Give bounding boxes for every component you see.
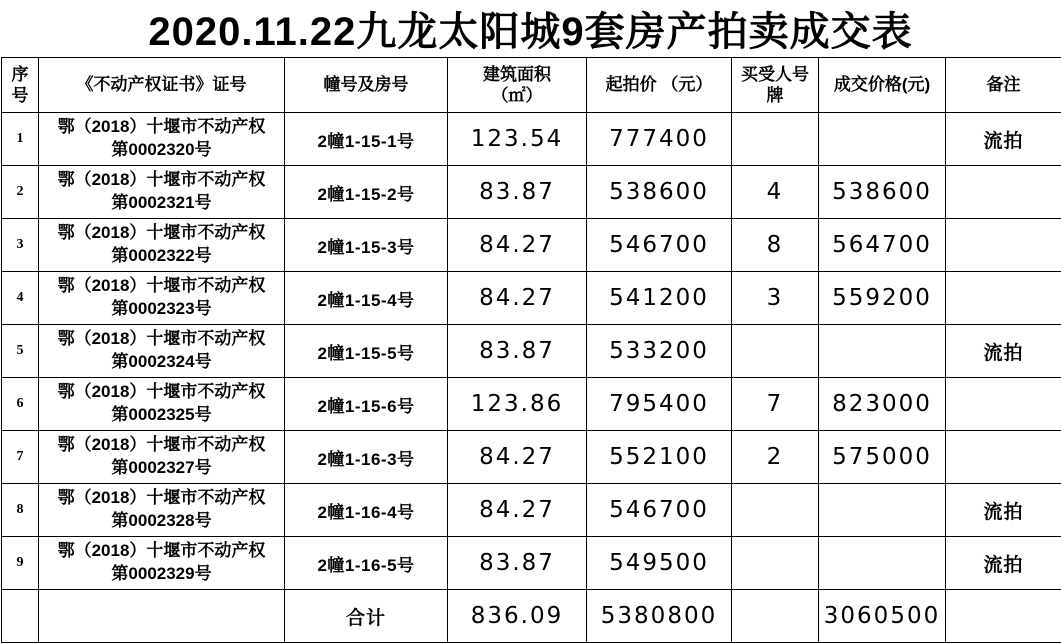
cell-buyer: 8 [732,219,819,272]
cert-line2: 第0002324号 [111,352,212,371]
cell-buyer: 2 [732,431,819,484]
table-row [2,378,1061,431]
cell-start-price: 533200 [587,325,732,378]
cell-index: 2 [2,166,39,219]
cell-unit: 2幢1-16-3号 [285,431,448,484]
cert-line2: 第0002323号 [111,299,212,318]
cell-buyer: 4 [732,166,819,219]
cell-area: 84.27 [448,219,587,272]
table-row [2,325,1061,378]
table-row [2,537,1061,590]
total-start-price: 5380800 [587,590,732,643]
cell-index: 5 [2,325,39,378]
cell-area: 123.86 [448,378,587,431]
cell-unit: 2幢1-15-3号 [285,219,448,272]
header-start-price: 起拍价 （元） [587,58,732,113]
cell-deal-price [819,325,946,378]
cell-start-price: 538600 [587,166,732,219]
total-area: 836.09 [448,590,587,643]
total-row [2,590,1061,643]
cell-cert [39,378,285,431]
cert-line1: 鄂（2018）十堰市不动产权 [57,276,266,296]
cell-cert [39,431,285,484]
table-row [2,219,1061,272]
cert-line1: 鄂（2018）十堰市不动产权 [57,170,266,190]
cell-cert [39,537,285,590]
cell-index: 4 [2,272,39,325]
cert-line2: 第0002329号 [111,564,212,583]
cell-deal-price: 559200 [819,272,946,325]
cell-cert [39,219,285,272]
table-row [2,166,1061,219]
total-buyer [732,590,819,643]
page-title: 2020.11.22九龙太阳城9套房产拍卖成交表 [148,10,913,54]
table-row [2,484,1061,537]
cell-unit: 2幢1-15-4号 [285,272,448,325]
cell-area: 83.87 [448,325,587,378]
cell-cert [39,590,285,643]
header-index-line1: 序 [11,64,29,84]
header-deal-price: 成交价格(元) [819,58,946,113]
cell-buyer [732,484,819,537]
table-header-row [2,58,1061,113]
cell-index: 1 [2,113,39,166]
cell-remark [946,166,1061,219]
cert-line1: 鄂（2018）十堰市不动产权 [57,488,266,508]
cell-area: 83.87 [448,537,587,590]
cell-unit: 2幢1-16-5号 [285,537,448,590]
cell-area: 123.54 [448,113,587,166]
cert-line1: 鄂（2018）十堰市不动产权 [57,382,266,402]
cert-line1: 鄂（2018）十堰市不动产权 [57,223,266,243]
cell-buyer [732,113,819,166]
cell-remark [946,431,1061,484]
cell-start-price: 552100 [587,431,732,484]
cell-start-price: 549500 [587,537,732,590]
header-area-line2: （㎡） [491,86,543,105]
cell-cert [39,272,285,325]
cell-unit: 2幢1-16-4号 [285,484,448,537]
cell-buyer [732,325,819,378]
cert-line2: 第0002325号 [111,405,212,424]
cert-line1: 鄂（2018）十堰市不动产权 [57,329,266,349]
cert-line2: 第0002327号 [111,458,212,477]
cell-index: 9 [2,537,39,590]
cell-deal-price: 575000 [819,431,946,484]
cell-index: 7 [2,431,39,484]
cell-buyer: 7 [732,378,819,431]
header-index [2,58,39,113]
cell-deal-price [819,484,946,537]
header-area [448,58,587,113]
cell-buyer: 3 [732,272,819,325]
cell-start-price: 777400 [587,113,732,166]
cell-remark [946,378,1061,431]
header-cert: 《不动产权证书》证号 [39,58,285,113]
auction-table [1,57,1061,643]
cell-remark: 流拍 [946,484,1061,537]
header-remark: 备注 [946,58,1061,113]
cell-index [2,590,39,643]
total-remark [946,590,1061,643]
cell-cert [39,484,285,537]
cell-start-price: 541200 [587,272,732,325]
cell-deal-price: 564700 [819,219,946,272]
cell-cert [39,113,285,166]
cell-deal-price [819,537,946,590]
cell-deal-price: 823000 [819,378,946,431]
title-bar [0,0,1061,57]
table-row [2,272,1061,325]
cell-cert [39,325,285,378]
cell-index: 6 [2,378,39,431]
cert-line2: 第0002322号 [111,246,212,265]
cell-start-price: 546700 [587,484,732,537]
cell-start-price: 546700 [587,219,732,272]
cell-remark [946,272,1061,325]
cell-index: 8 [2,484,39,537]
cell-area: 84.27 [448,484,587,537]
cell-area: 84.27 [448,431,587,484]
cert-line2: 第0002320号 [111,140,212,159]
cell-deal-price [819,113,946,166]
cell-start-price: 795400 [587,378,732,431]
cert-line2: 第0002328号 [111,511,212,530]
cell-unit: 2幢1-15-2号 [285,166,448,219]
cert-line1: 鄂（2018）十堰市不动产权 [57,541,266,561]
cert-line1: 鄂（2018）十堰市不动产权 [57,117,266,137]
cell-index: 3 [2,219,39,272]
cell-remark: 流拍 [946,537,1061,590]
total-label: 合计 [285,590,448,643]
cell-unit: 2幢1-15-6号 [285,378,448,431]
cert-line2: 第0002321号 [111,193,212,212]
header-buyer: 买受人号牌 [732,58,819,113]
cell-remark [946,219,1061,272]
cell-unit: 2幢1-15-1号 [285,113,448,166]
cell-cert [39,166,285,219]
cell-area: 83.87 [448,166,587,219]
cell-unit: 2幢1-15-5号 [285,325,448,378]
total-deal-price: 3060500 [819,590,946,643]
cell-remark: 流拍 [946,113,1061,166]
header-area-line1: 建筑面积 [483,64,551,84]
cell-buyer [732,537,819,590]
table-row [2,431,1061,484]
table-row [2,113,1061,166]
header-unit: 幢号及房号 [285,58,448,113]
header-index-line2: 号 [11,86,29,105]
cell-deal-price: 538600 [819,166,946,219]
cell-area: 84.27 [448,272,587,325]
cell-remark: 流拍 [946,325,1061,378]
cert-line1: 鄂（2018）十堰市不动产权 [57,435,266,455]
